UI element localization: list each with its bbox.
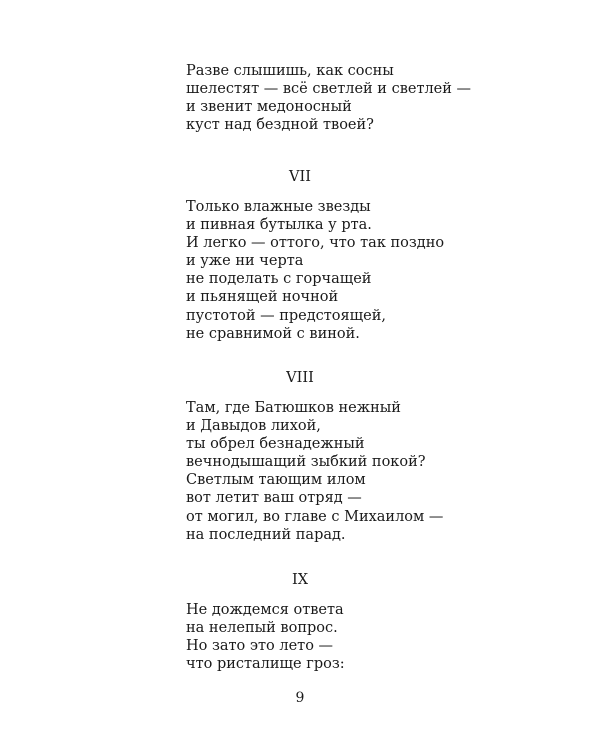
poem-line: Но зато это лето — <box>186 638 334 655</box>
poem-line: куст над бездной твоей? <box>186 117 374 134</box>
section-heading-viii: VIII <box>286 370 314 386</box>
poem-line: шелестят — всё светлей и светлей — <box>186 81 472 98</box>
poem-line: и пьянящей ночной <box>186 289 339 306</box>
poem-line: не поделать с горчащей <box>186 271 372 288</box>
poem-line: и уже ни черта <box>186 253 304 270</box>
stanza-ix <box>186 601 516 673</box>
poem-line: Только влажные звезды <box>186 199 371 215</box>
poem-line: не сравнимой с виной. <box>186 325 360 342</box>
poem-line: И легко — оттого, что так поздно <box>186 235 445 252</box>
stanza-continued <box>186 62 516 134</box>
poem-line: ты обрел безнадежный <box>186 436 365 453</box>
section-heading-ix: IX <box>291 572 309 588</box>
poem-line: вот летит ваш отряд — <box>186 490 362 507</box>
poem-line: что ристалище гроз: <box>186 656 345 673</box>
poem-line: и Давыдов лихой, <box>186 418 321 435</box>
section-heading-vii: VII <box>289 169 311 185</box>
page-number: 9 <box>295 690 305 706</box>
poem-line: Не дождемся ответа <box>186 602 344 618</box>
poem-line: и пивная бутылка у рта. <box>186 217 372 234</box>
poem-line: пустотой — предстоящей, <box>186 307 387 324</box>
poem-line: Там, где Батюшков нежный <box>186 400 401 416</box>
poem-line: Светлым тающим илом <box>186 472 366 489</box>
poem-line: Разве слышишь, как сосны <box>186 63 394 79</box>
poem-line: вечнодышащий зыбкий покой? <box>186 454 426 471</box>
poem-line: на последний парад. <box>186 526 346 543</box>
poem-line: от могил, во главе с Михаилом — <box>186 508 444 525</box>
poem-line: и звенит медоносный <box>186 99 352 116</box>
poem-line: на нелепый вопрос. <box>186 620 338 637</box>
stanza-vii <box>186 198 516 343</box>
stanza-viii <box>186 399 516 544</box>
